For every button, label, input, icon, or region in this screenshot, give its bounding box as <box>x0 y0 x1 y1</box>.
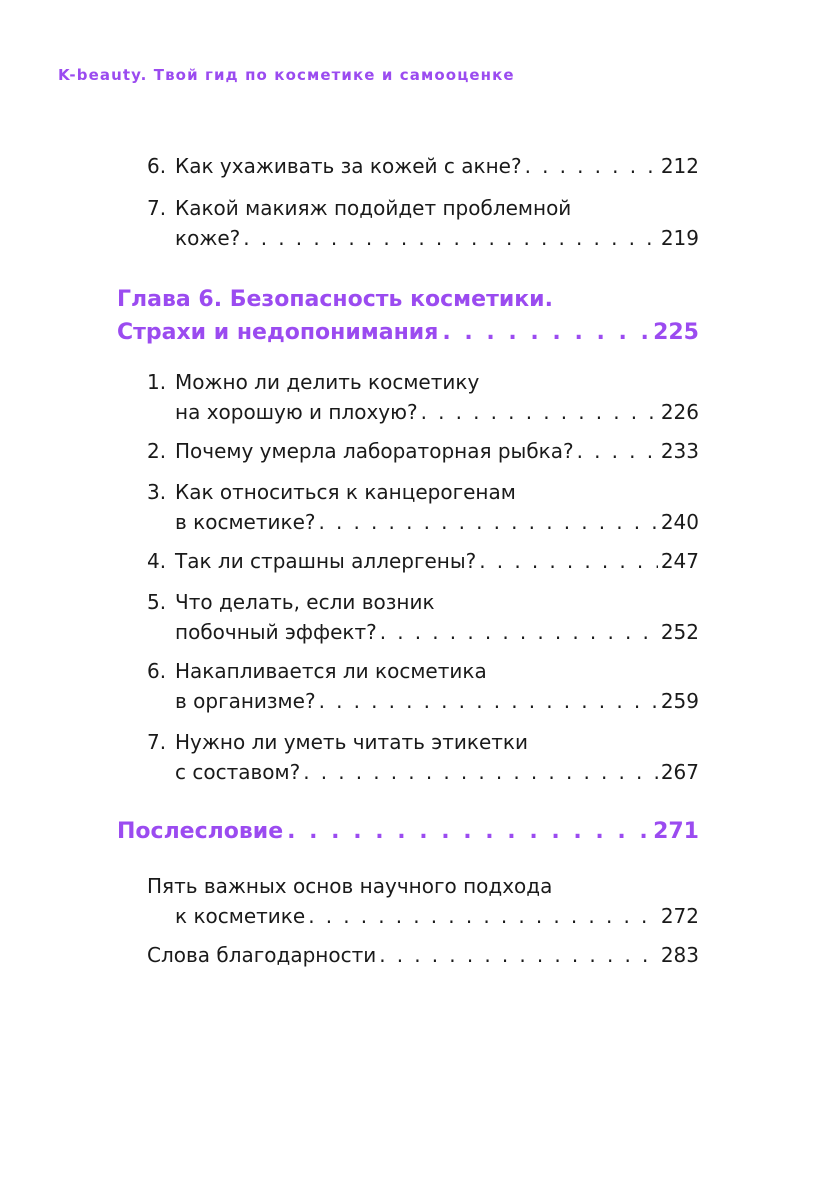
toc-item[interactable] <box>147 151 699 181</box>
toc-item-title-cont: на хорошую и плохую? <box>175 400 418 424</box>
toc-item-page: 233 <box>660 439 699 463</box>
toc-item-title: Почему умерла лабораторная рыбка? <box>175 439 574 463</box>
toc-item-title: Нужно ли уметь читать этикетки <box>175 730 528 754</box>
toc-item-page: 219 <box>660 226 699 250</box>
chapter-page: 225 <box>653 320 699 345</box>
toc-item-title: Как относиться к канцерогенам <box>175 480 516 504</box>
toc-item-title: Что делать, если возник <box>175 590 435 614</box>
toc-item[interactable] <box>147 587 699 647</box>
toc-item-page: 247 <box>660 549 699 573</box>
toc-item-number: 2. <box>147 439 167 463</box>
dot-leader <box>577 436 658 466</box>
toc-item[interactable] <box>147 940 699 970</box>
toc-item-page: 272 <box>660 904 699 928</box>
dot-leader <box>525 151 658 181</box>
toc-item-page: 226 <box>660 400 699 424</box>
toc-item-number: 5. <box>147 590 167 614</box>
toc-item-number: 6. <box>147 154 167 178</box>
toc-item[interactable] <box>147 367 699 427</box>
toc-item[interactable] <box>147 546 699 576</box>
toc-item[interactable] <box>147 477 699 537</box>
dot-leader <box>287 815 649 848</box>
dot-leader <box>319 686 658 716</box>
toc-item[interactable] <box>147 727 699 787</box>
toc-item-title-cont: побочный эффект? <box>175 620 377 644</box>
toc-item-number: 7. <box>147 196 167 220</box>
dot-leader <box>479 546 658 576</box>
dot-leader <box>308 901 658 931</box>
chapter-title-cont: Страхи и недопонимания <box>117 320 439 345</box>
toc-item-title: Пять важных основ научного подхода <box>147 874 553 898</box>
toc-item-title-cont: с составом? <box>175 760 301 784</box>
toc-chapter-heading[interactable] <box>117 283 699 349</box>
toc-item-title: Какой макияж подойдет проблемной <box>175 196 572 220</box>
toc-item-title: Накапливается ли косметика <box>175 659 487 683</box>
dot-leader <box>379 940 658 970</box>
dot-leader <box>319 507 658 537</box>
toc-item-page: 283 <box>660 943 699 967</box>
dot-leader <box>421 397 658 427</box>
toc-item[interactable] <box>147 436 699 466</box>
toc-item[interactable] <box>147 193 699 253</box>
toc-item-title: Слова благодарности <box>147 943 377 967</box>
toc-item-page: 267 <box>660 760 699 784</box>
toc-item-number: 4. <box>147 549 167 573</box>
toc-item-title: Можно ли делить косметику <box>175 370 480 394</box>
afterword-title: Послесловие <box>117 819 284 844</box>
toc-afterword-heading[interactable] <box>117 815 699 848</box>
dot-leader <box>243 223 658 253</box>
toc-item-title-cont: в организме? <box>175 689 316 713</box>
toc-item-page: 252 <box>660 620 699 644</box>
dot-leader <box>303 757 658 787</box>
toc-item-title-cont: коже? <box>175 226 241 250</box>
toc-item-number: 1. <box>147 370 167 394</box>
toc-item-page: 259 <box>660 689 699 713</box>
toc-item-title-cont: в косметике? <box>175 510 316 534</box>
dot-leader <box>442 316 649 349</box>
toc-item-title: Как ухаживать за кожей с акне? <box>175 154 522 178</box>
running-header: K-beauty. Твой гид по косметике и самооценке <box>58 66 515 84</box>
toc-item-title: Так ли страшны аллергены? <box>175 549 477 573</box>
toc-item[interactable] <box>147 871 699 931</box>
toc-item-number: 7. <box>147 730 167 754</box>
toc-item[interactable] <box>147 656 699 716</box>
toc-item-number: 3. <box>147 480 167 504</box>
dot-leader <box>380 617 658 647</box>
toc-item-number: 6. <box>147 659 167 683</box>
afterword-page: 271 <box>653 819 699 844</box>
chapter-title: Глава 6. Безопасность косметики. <box>117 287 553 312</box>
toc-item-page: 212 <box>660 154 699 178</box>
toc-item-title-cont: к косметике <box>175 904 306 928</box>
toc-item-page: 240 <box>660 510 699 534</box>
